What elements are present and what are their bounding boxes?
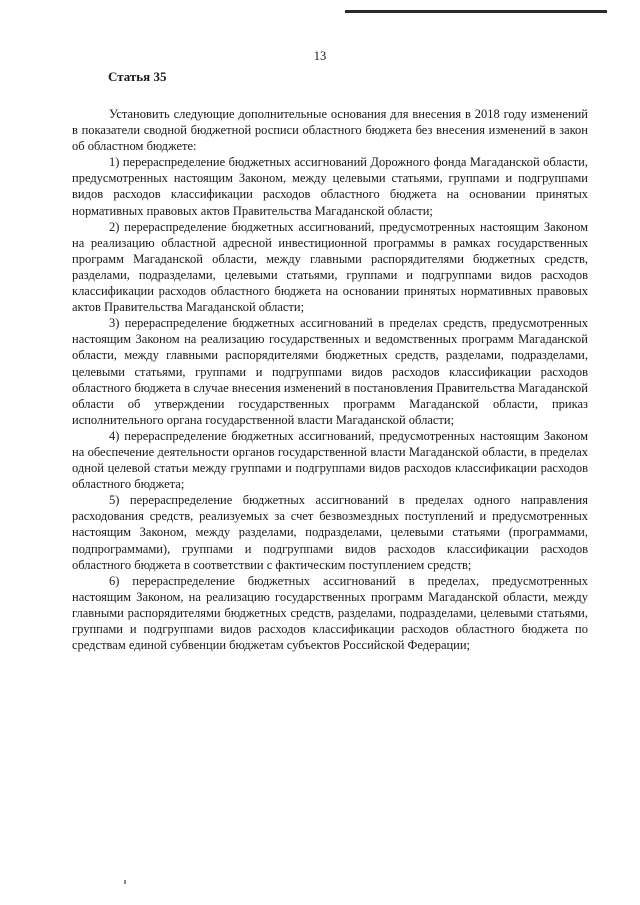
clause-4: 4) перераспределение бюджетных ассигнований, предусмотренных настоящим Законом на обеспечение деятельности органов государственной власти Магаданской области, в пределах одной целевой статьи между группами и подгруппами видов расходов классификации расходов областного бюджета; — [72, 428, 588, 492]
clause-5: 5) перераспределение бюджетных ассигнований в пределах одного направления расходования средств, реализуемых за счет безвозмездных поступлений и предусмотренных настоящим Законом, между разделами, подразделами, целевыми статьями (программами, подпрограммами), группами и подгруппами видов расходов классификации расходов областного бюджета в соответствии с фактическим поступлением средств; — [72, 493, 588, 572]
clause-6: 6) перераспределение бюджетных ассигнований в пределах, предусмотренных настоящим Законом, на реализацию государственных программ Магаданской области, между главными распорядителями бюджетных средств, разделами, подразделами, целевыми статьями, группами и подгруппами видов расходов классификации расходов областного бюджета по средствам единой субвенции бюджетам субъектов Российской Федерации; — [72, 573, 588, 653]
intro-paragraph: Установить следующие дополнительные основания для внесения в 2018 году изменений в показатели сводной бюджетной росписи областного бюджета без внесения изменений в закон об областном бюджете: — [72, 107, 588, 154]
top-rule — [345, 10, 607, 13]
scan-speck — [124, 880, 126, 884]
page-number: 13 — [313, 49, 327, 63]
clause-2: 2) перераспределение бюджетных ассигнований, предусмотренных настоящим Законом на реализацию областной адресной инвестиционной программы в рамках государственных программ Магаданской области, между главными распорядителями бюджетных средств, разделами, подразделами, целевыми статьями, группами и подгруппами видов расходов классификации расходов областного бюджета на основании принятых нормативных правовых актов Правительства Магаданской области; — [72, 219, 588, 315]
article-title: Статья 35 — [108, 69, 167, 84]
clause-1: 1) перераспределение бюджетных ассигнований Дорожного фонда Магаданской области, предусмотренных настоящим Законом, между целевыми статьями, группами и подгруппами видов расходов классификации расходов областного бюджета на основании принятых нормативных правовых актов Правительства Магаданской области; — [72, 155, 588, 218]
document-body — [72, 106, 588, 653]
clause-3: 3) перераспределение бюджетных ассигнований в пределах средств, предусмотренных настоящим Законом на реализацию государственных и ведомственных программ Магаданской области, между главными распорядителями бюджетных средств, разделами, подразделами, целевыми статьями, группами и подгруппами видов расходов классификации расходов областного бюджета в случае внесения изменений в постановления Правительства Магаданской области об утверждении государственных программ Магаданской области, приказ исполнительного органа государственной власти Магаданской области; — [72, 316, 588, 427]
